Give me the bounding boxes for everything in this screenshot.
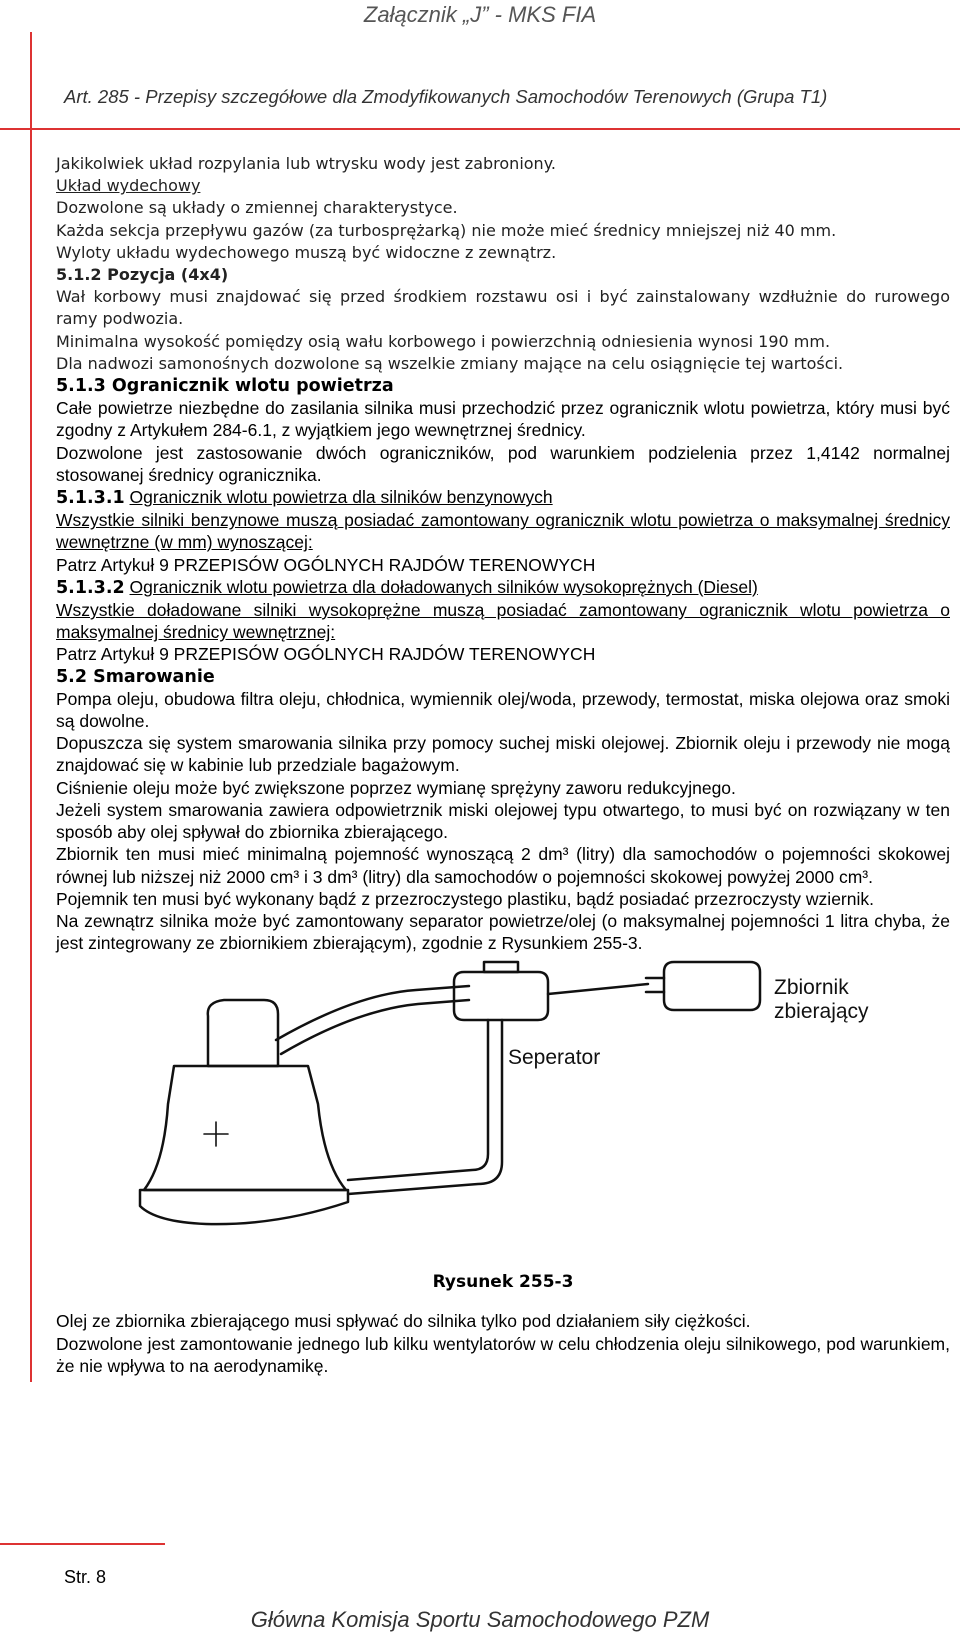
paragraph: Na zewnątrz silnika może być zamontowany separator powietrze/olej (o maksymalnej pojemności 1 litra chyba, że jest zintegrowany ze zbiornikiem zbierającym), zgodnie z Rysunkiem 255-3. <box>56 910 950 954</box>
figure-255-3 <box>56 954 950 1254</box>
engine-body-shape <box>144 1066 346 1190</box>
paragraph: Wszystkie doładowane silniki wysokoprężne muszą posiadać zamontowany ogranicznik wlotu powietrza o maksymalnej średnicy wewnętrznej: <box>56 600 950 643</box>
margin-rule-vertical <box>30 32 32 1382</box>
paragraph: Wał korbowy musi znajdować się przed środkiem rozstawu osi i być zainstalowany wzdłużnie do rurowego ramy podwozia. <box>56 287 950 329</box>
tank-label-line1: Zbiornik <box>774 976 849 1000</box>
separator-label: Seperator <box>508 1046 601 1070</box>
article-header: Art. 285 - Przepisy szczegółowe dla Zmodyfikowanych Samochodów Terenowych (Grupa T1) <box>64 86 828 107</box>
heading-text: Ogranicznik wlotu powietrza dla doładowanych silników wysokoprężnych (Diesel) <box>129 576 758 597</box>
paragraph: Wszystkie silniki benzynowe muszą posiadać zamontowany ogranicznik wlotu powietrza o maksymalnej średnicy wewnętrzne (w mm) wynoszącej: <box>56 510 950 553</box>
heading-text: Ogranicznik wlotu powietrza dla silników benzynowych <box>129 487 553 508</box>
paragraph: Pojemnik ten musi być wykonany bądź z przezroczystego plastiku, bądź posiadać przezroczysty wziernik. <box>56 888 874 909</box>
paragraph: Zbiornik ten musi mieć minimalną pojemność wynoszącą 2 dm³ (litry) dla samochodów o pojemności skokowej równej lub niższej niż 2000 cm³ i 3 dm³ (litry) dla samochodów o pojemności skokowej powyżej 2000 cm³. <box>56 844 950 887</box>
collection-tank <box>664 962 760 1010</box>
paragraph: Patrz Artykuł 9 PRZEPISÓW OGÓLNYCH RAJDÓW TERENOWYCH <box>56 644 596 665</box>
return-hose <box>348 1020 488 1180</box>
separator-body <box>454 972 548 1020</box>
paragraph: Jeżeli system smarowania zawiera odpowietrznik miski olejowej typu otwartego, to musi być on rozwiązany w ten sposób aby olej spływał do zbiornika zbierającego. <box>56 799 950 843</box>
tank-label-line2: zbierający <box>774 1000 869 1024</box>
paragraph: Dozwolone jest zastosowanie dwóch ograniczników, pod warunkiem podzielenia przez 1,4142 normalnej stosowanej średnicy ogranicznika. <box>56 442 950 485</box>
plus-mark <box>204 1122 228 1146</box>
paragraph: Dla nadwozi samonośnych dozwolone są wszelkie zmiany mające na celu osiągnięcie tej wartości. <box>56 353 844 373</box>
section-heading-5-2: 5.2 Smarowanie <box>56 666 215 687</box>
paragraph: Dozwolone jest zamontowanie jednego lub kilku wentylatorów w celu chłodzenia oleju silnikowego, pod warunkiem, że nie wpływa to na aerodynamikę. <box>56 1333 950 1376</box>
footer-rule <box>0 1543 165 1545</box>
paragraph: Jakikolwiek układ rozpylania lub wtrysku wody jest zabroniony. <box>56 154 556 173</box>
document-footer: Główna Komisja Sportu Samochodowego PZM <box>250 1607 710 1632</box>
oil-separator-diagram <box>56 954 950 1254</box>
section-heading-5-1-3-1 <box>56 486 950 509</box>
page-number: Str. 8 <box>64 1567 107 1587</box>
heading-number: 5.1.3.1 <box>56 488 125 509</box>
document-header-title: Załącznik „J” - MKS FIA <box>363 2 597 27</box>
figure-caption: Rysunek 255-3 <box>432 1272 574 1293</box>
subheading-exhaust: Układ wydechowy <box>56 176 201 196</box>
header-rule <box>0 128 960 130</box>
paragraph: Wyloty układu wydechowego muszą być widoczne z zewnątrz. <box>56 242 557 262</box>
paragraph: Dozwolone są układy o zmiennej charakterystyce. <box>56 198 458 218</box>
paragraph: Ciśnienie oleju może być zwiększone poprzez wymianę sprężyny zaworu redukcyjnego. <box>56 777 736 798</box>
paragraph: Minimalna wysokość pomiędzy osią wału korbowego i powierzchnią odniesienia wynosi 190 mm. <box>56 331 831 351</box>
engine-block-shape <box>208 1000 278 1066</box>
heading-number: 5.1.3.2 <box>56 577 125 598</box>
paragraph: Każda sekcja przepływu gazów (za turbosprężarką) nie może mieć średnicy mniejszej niż 40 mm. <box>56 220 837 240</box>
document-body <box>56 153 950 1377</box>
section-heading-5-1-3: 5.1.3 Ogranicznik wlotu powietrza <box>56 376 394 397</box>
section-heading-5-1-2: 5.1.2 Pozycja (4x4) <box>56 265 229 285</box>
section-heading-5-1-3-2 <box>56 576 950 599</box>
paragraph: Całe powietrze niezbędne do zasilania silnika musi przechodzić przez ogranicznik wlotu powietrza, który musi być zgodny z Artykułem 284-6.1, z wyjątkiem jego wewnętrznej średnicy. <box>56 398 950 441</box>
paragraph: Olej ze zbiornika zbierającego musi spływać do silnika tylko pod działaniem siły ciężkości. <box>56 1311 751 1332</box>
paragraph: Patrz Artykuł 9 PRZEPISÓW OGÓLNYCH RAJDÓW TERENOWYCH <box>56 554 596 575</box>
paragraph: Pompa oleju, obudowa filtra oleju, chłodnica, wymiennik olej/woda, przewody, termostat, miska olejowa oraz smoki są dowolne. <box>56 688 950 732</box>
paragraph: Dopuszcza się system smarowania silnika przy pomocy suchej miski olejowej. Zbiornik oleju i przewody nie mogą znajdować się w kabinie lub przedziale bagażowym. <box>56 733 950 776</box>
